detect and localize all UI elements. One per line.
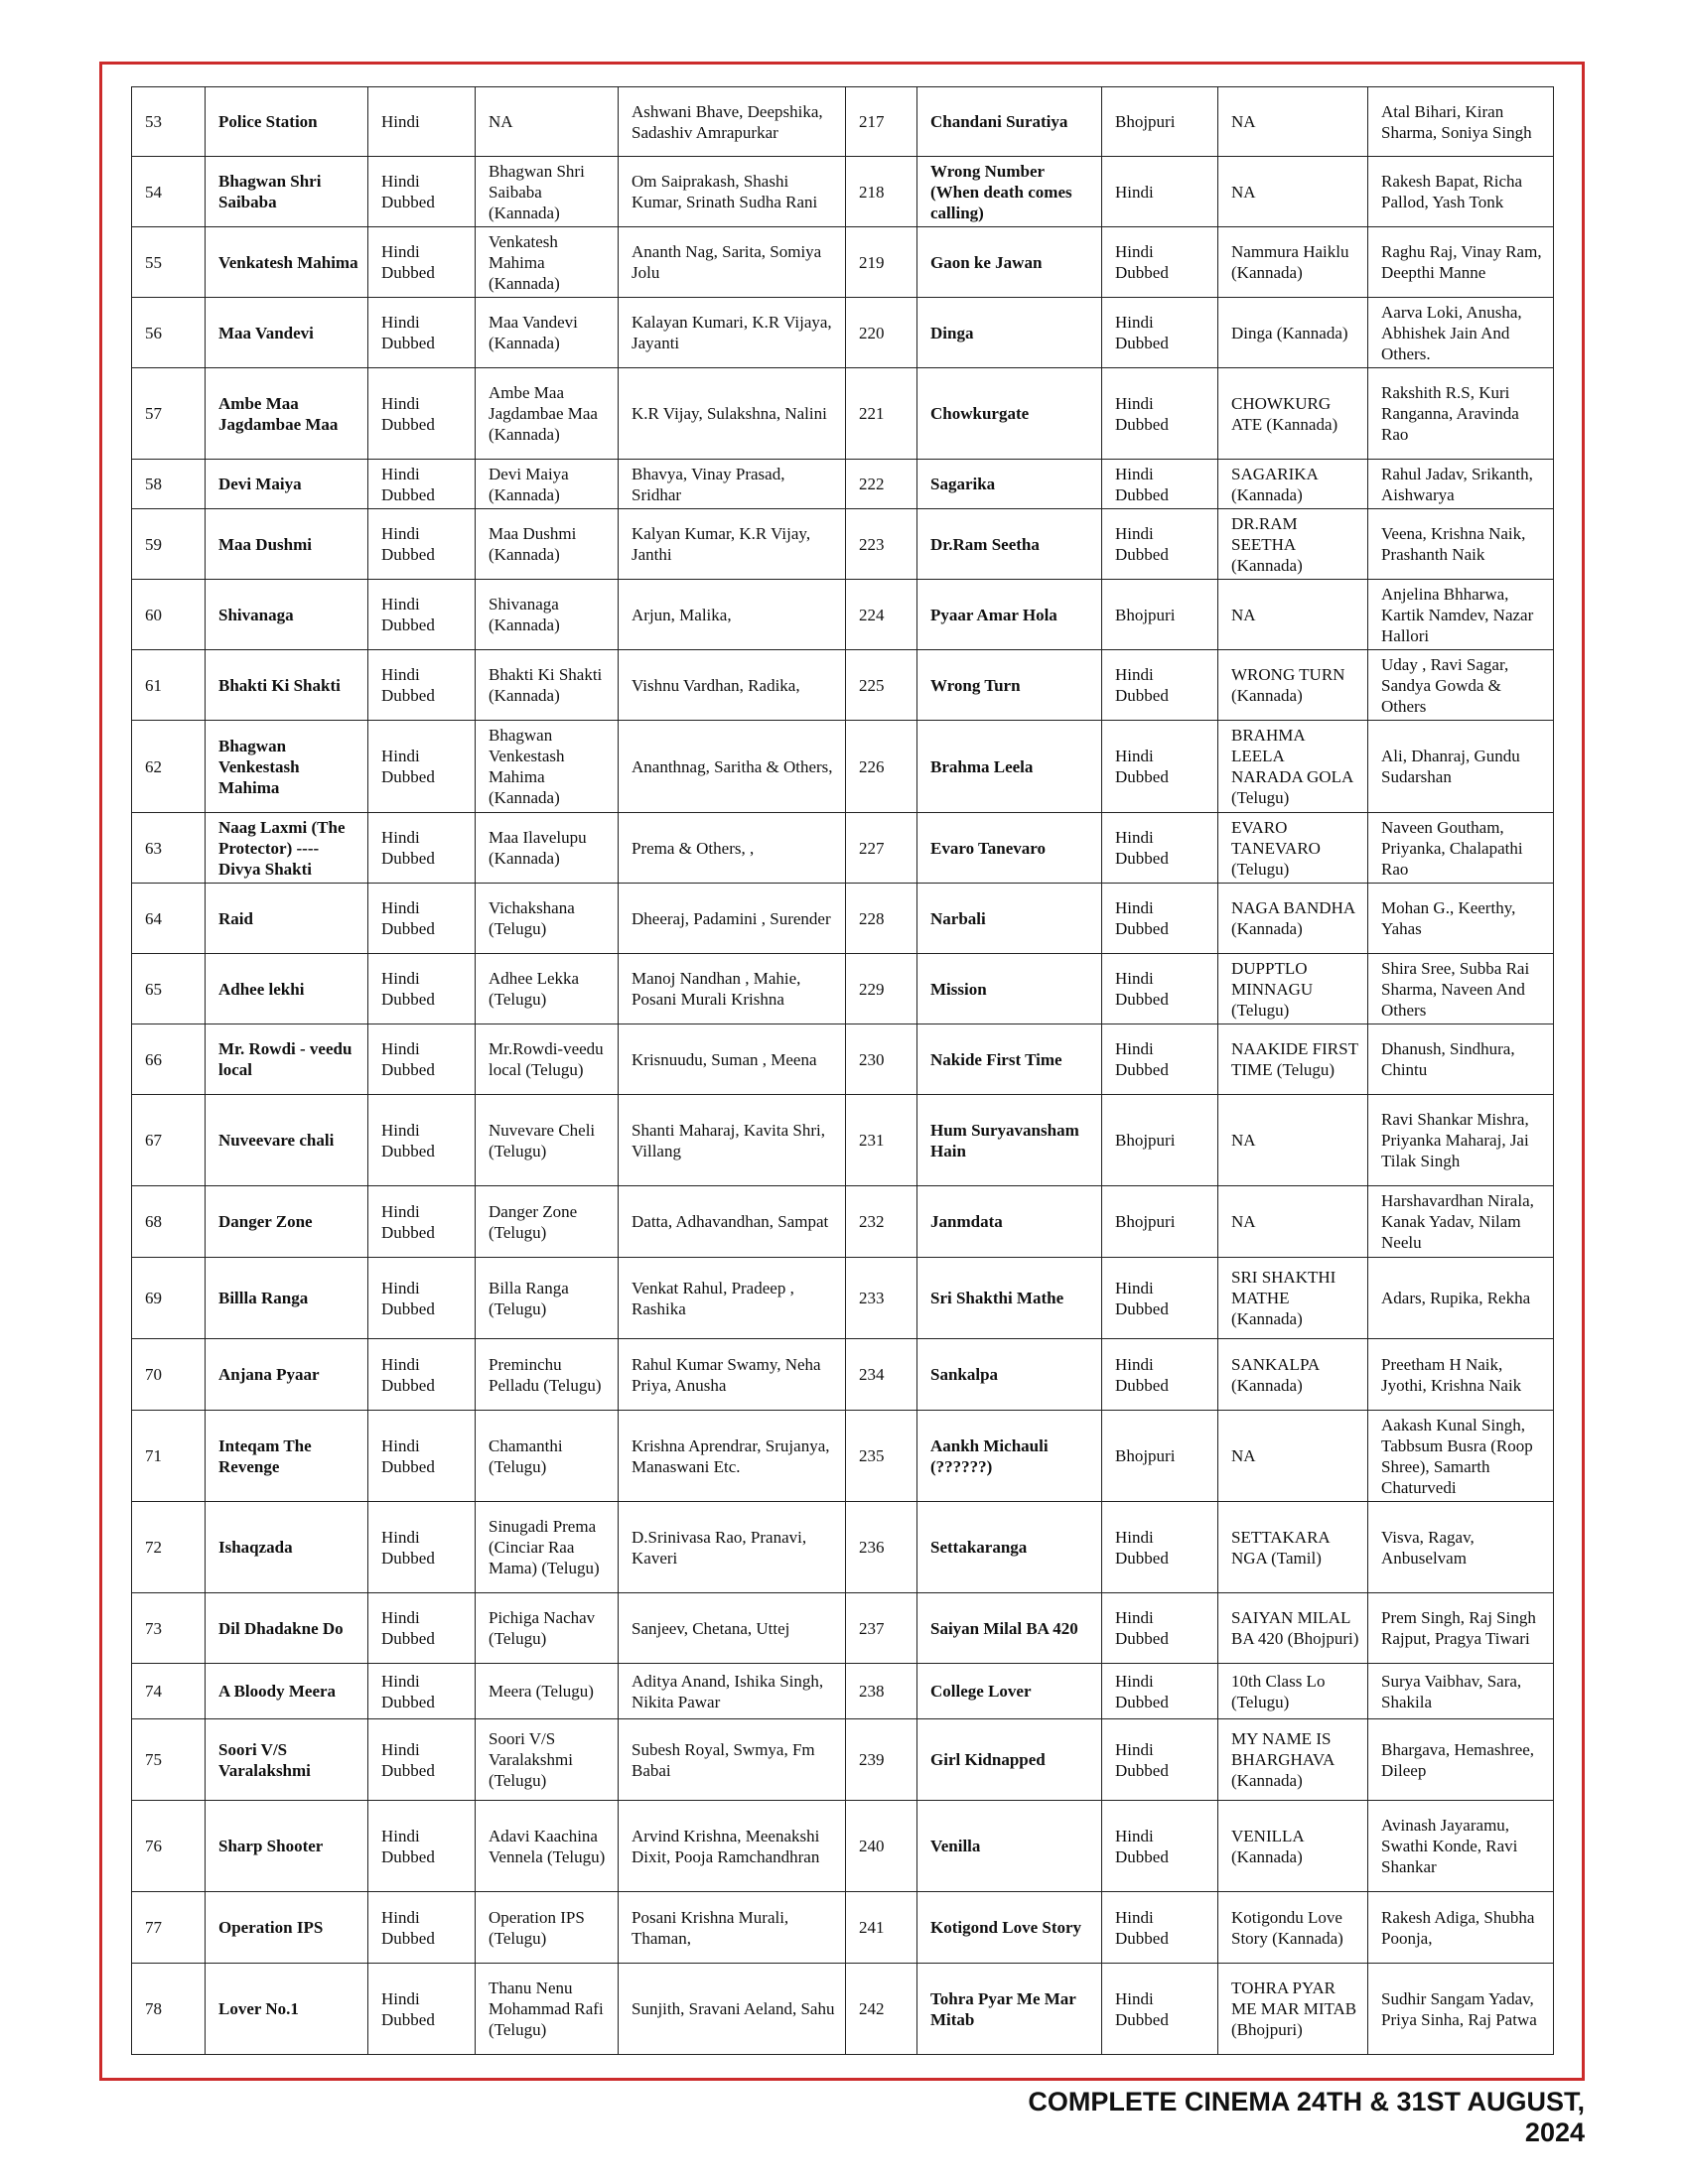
film-title-cell: Venilla	[917, 1801, 1102, 1892]
cast-list-cell: Dheeraj, Padamini , Surender	[619, 884, 846, 954]
serial-number-cell: 223	[846, 509, 917, 580]
language-cell: Hindi Dubbed	[1102, 1258, 1218, 1339]
language-cell: Hindi Dubbed	[368, 1186, 476, 1258]
language-cell: Hindi Dubbed	[368, 1593, 476, 1664]
original-title-cell: Chamanthi (Telugu)	[476, 1411, 619, 1502]
cast-list-cell: Uday , Ravi Sagar, Sandya Gowda & Others	[1368, 650, 1554, 721]
film-title-cell: Shivanaga	[206, 580, 368, 650]
language-cell: Hindi Dubbed	[368, 1024, 476, 1095]
original-title-cell: Bhagwan Shri Saibaba (Kannada)	[476, 157, 619, 227]
table-row	[132, 813, 1554, 884]
language-cell: Hindi Dubbed	[1102, 884, 1218, 954]
cast-list-cell: Om Saiprakash, Shashi Kumar, Srinath Sudha Rani	[619, 157, 846, 227]
language-cell: Hindi Dubbed	[1102, 460, 1218, 509]
film-title-cell: Brahma Leela	[917, 721, 1102, 813]
film-title-cell: Inteqam The Revenge	[206, 1411, 368, 1502]
film-title-cell: Sri Shakthi Mathe	[917, 1258, 1102, 1339]
cast-list-cell: Krisnuudu, Suman , Meena	[619, 1024, 846, 1095]
cast-list-cell: Aarva Loki, Anusha, Abhishek Jain And Others.	[1368, 298, 1554, 368]
original-title-cell: Dinga (Kannada)	[1218, 298, 1368, 368]
cast-list-cell: Kalayan Kumari, K.R Vijaya, Jayanti	[619, 298, 846, 368]
table-row	[132, 1719, 1554, 1801]
cast-list-cell: K.R Vijay, Sulakshna, Nalini	[619, 368, 846, 460]
film-title-cell: College Lover	[917, 1664, 1102, 1719]
serial-number-cell: 70	[132, 1339, 206, 1411]
language-cell: Hindi Dubbed	[1102, 298, 1218, 368]
cast-list-cell: Veena, Krishna Naik, Prashanth Naik	[1368, 509, 1554, 580]
cast-list-cell: Vishnu Vardhan, Radika,	[619, 650, 846, 721]
serial-number-cell: 217	[846, 87, 917, 157]
cast-list-cell: Rakesh Adiga, Shubha Poonja,	[1368, 1892, 1554, 1964]
film-title-cell: Girl Kidnapped	[917, 1719, 1102, 1801]
original-title-cell: Bhakti Ki Shakti (Kannada)	[476, 650, 619, 721]
serial-number-cell: 59	[132, 509, 206, 580]
language-cell: Hindi Dubbed	[1102, 954, 1218, 1024]
film-title-cell: Evaro Tanevaro	[917, 813, 1102, 884]
cast-list-cell: D.Srinivasa Rao, Pranavi, Kaveri	[619, 1502, 846, 1593]
original-title-cell: Mr.Rowdi-veedu local (Telugu)	[476, 1024, 619, 1095]
language-cell: Hindi Dubbed	[368, 157, 476, 227]
serial-number-cell: 241	[846, 1892, 917, 1964]
cast-list-cell: Manoj Nandhan , Mahie, Posani Murali Krishna	[619, 954, 846, 1024]
serial-number-cell: 228	[846, 884, 917, 954]
cast-list-cell: Krishna Aprendrar, Srujanya, Manaswani Etc.	[619, 1411, 846, 1502]
original-title-cell: Billa Ranga (Telugu)	[476, 1258, 619, 1339]
cast-list-cell: Shira Sree, Subba Rai Sharma, Naveen And Others	[1368, 954, 1554, 1024]
language-cell: Hindi Dubbed	[1102, 721, 1218, 813]
original-title-cell: NAGA BANDHA (Kannada)	[1218, 884, 1368, 954]
language-cell: Hindi Dubbed	[368, 1339, 476, 1411]
serial-number-cell: 71	[132, 1411, 206, 1502]
film-title-cell: Devi Maiya	[206, 460, 368, 509]
serial-number-cell: 65	[132, 954, 206, 1024]
original-title-cell: DUPPTLO MINNAGU (Telugu)	[1218, 954, 1368, 1024]
original-title-cell: Maa Dushmi (Kannada)	[476, 509, 619, 580]
original-title-cell: NA	[1218, 157, 1368, 227]
cast-list-cell: Naveen Goutham, Priyanka, Chalapathi Rao	[1368, 813, 1554, 884]
table-row	[132, 721, 1554, 813]
language-cell: Hindi Dubbed	[368, 580, 476, 650]
original-title-cell: Nammura Haiklu (Kannada)	[1218, 227, 1368, 298]
cast-list-cell: Arjun, Malika,	[619, 580, 846, 650]
language-cell: Hindi Dubbed	[1102, 650, 1218, 721]
cast-list-cell: Ali, Dhanraj, Gundu Sudarshan	[1368, 721, 1554, 813]
serial-number-cell: 62	[132, 721, 206, 813]
cast-list-cell: Rahul Jadav, Srikanth, Aishwarya	[1368, 460, 1554, 509]
table-row	[132, 1892, 1554, 1964]
original-title-cell: Operation IPS (Telugu)	[476, 1892, 619, 1964]
film-title-cell: Pyaar Amar Hola	[917, 580, 1102, 650]
film-title-cell: Wrong Number (When death comes calling)	[917, 157, 1102, 227]
film-title-cell: Bhagwan Shri Saibaba	[206, 157, 368, 227]
language-cell: Hindi Dubbed	[368, 298, 476, 368]
film-title-cell: A Bloody Meera	[206, 1664, 368, 1719]
serial-number-cell: 58	[132, 460, 206, 509]
language-cell: Hindi Dubbed	[1102, 1024, 1218, 1095]
language-cell: Bhojpuri	[1102, 580, 1218, 650]
language-cell: Bhojpuri	[1102, 87, 1218, 157]
language-cell: Hindi Dubbed	[368, 460, 476, 509]
original-title-cell: NA	[1218, 1186, 1368, 1258]
language-cell: Hindi Dubbed	[368, 227, 476, 298]
serial-number-cell: 73	[132, 1593, 206, 1664]
cast-list-cell: Visva, Ragav, Anbuselvam	[1368, 1502, 1554, 1593]
language-cell: Hindi Dubbed	[368, 721, 476, 813]
original-title-cell: NA	[476, 87, 619, 157]
serial-number-cell: 53	[132, 87, 206, 157]
language-cell: Hindi Dubbed	[368, 1964, 476, 2055]
cast-list-cell: Prema & Others, ,	[619, 813, 846, 884]
serial-number-cell: 221	[846, 368, 917, 460]
film-title-cell: Billla Ranga	[206, 1258, 368, 1339]
language-cell: Hindi Dubbed	[1102, 1719, 1218, 1801]
table-row	[132, 954, 1554, 1024]
cast-list-cell: Harshavardhan Nirala, Kanak Yadav, Nilam Neelu	[1368, 1186, 1554, 1258]
language-cell: Hindi Dubbed	[1102, 1964, 1218, 2055]
original-title-cell: SRI SHAKTHI MATHE (Kannada)	[1218, 1258, 1368, 1339]
original-title-cell: Venkatesh Mahima (Kannada)	[476, 227, 619, 298]
original-title-cell: Vichakshana (Telugu)	[476, 884, 619, 954]
serial-number-cell: 227	[846, 813, 917, 884]
film-title-cell: Dinga	[917, 298, 1102, 368]
film-title-cell: Janmdata	[917, 1186, 1102, 1258]
language-cell: Hindi Dubbed	[1102, 1664, 1218, 1719]
language-cell: Hindi Dubbed	[1102, 227, 1218, 298]
original-title-cell: Maa Ilavelupu (Kannada)	[476, 813, 619, 884]
original-title-cell: NA	[1218, 580, 1368, 650]
language-cell: Hindi Dubbed	[368, 1502, 476, 1593]
cast-list-cell: Preetham H Naik, Jyothi, Krishna Naik	[1368, 1339, 1554, 1411]
serial-number-cell: 63	[132, 813, 206, 884]
original-title-cell: NA	[1218, 1411, 1368, 1502]
cast-list-cell: Sudhir Sangam Yadav, Priya Sinha, Raj Patwa	[1368, 1964, 1554, 2055]
serial-number-cell: 69	[132, 1258, 206, 1339]
language-cell: Hindi	[368, 87, 476, 157]
serial-number-cell: 222	[846, 460, 917, 509]
language-cell: Hindi Dubbed	[368, 954, 476, 1024]
serial-number-cell: 61	[132, 650, 206, 721]
serial-number-cell: 77	[132, 1892, 206, 1964]
cast-list-cell: Aakash Kunal Singh, Tabbsum Busra (Roop Shree), Samarth Chaturvedi	[1368, 1411, 1554, 1502]
film-title-cell: Sankalpa	[917, 1339, 1102, 1411]
serial-number-cell: 220	[846, 298, 917, 368]
original-title-cell: DR.RAM SEETHA (Kannada)	[1218, 509, 1368, 580]
serial-number-cell: 231	[846, 1095, 917, 1186]
serial-number-cell: 224	[846, 580, 917, 650]
cast-list-cell: Sanjeev, Chetana, Uttej	[619, 1593, 846, 1664]
serial-number-cell: 57	[132, 368, 206, 460]
serial-number-cell: 239	[846, 1719, 917, 1801]
serial-number-cell: 64	[132, 884, 206, 954]
cast-list-cell: Subesh Royal, Swmya, Fm Babai	[619, 1719, 846, 1801]
serial-number-cell: 242	[846, 1964, 917, 2055]
language-cell: Hindi Dubbed	[368, 368, 476, 460]
original-title-cell: NAAKIDE FIRST TIME (Telugu)	[1218, 1024, 1368, 1095]
original-title-cell: BRAHMA LEELA NARADA GOLA (Telugu)	[1218, 721, 1368, 813]
cast-list-cell: Surya Vaibhav, Sara, Shakila	[1368, 1664, 1554, 1719]
table-row	[132, 87, 1554, 157]
original-title-cell: SAGARIKA (Kannada)	[1218, 460, 1368, 509]
original-title-cell: NA	[1218, 87, 1368, 157]
serial-number-cell: 236	[846, 1502, 917, 1593]
original-title-cell: CHOWKURG ATE (Kannada)	[1218, 368, 1368, 460]
language-cell: Hindi Dubbed	[1102, 1593, 1218, 1664]
language-cell: Hindi Dubbed	[368, 1095, 476, 1186]
original-title-cell: Adhee Lekka (Telugu)	[476, 954, 619, 1024]
film-title-cell: Chandani Suratiya	[917, 87, 1102, 157]
language-cell: Hindi Dubbed	[368, 509, 476, 580]
serial-number-cell: 229	[846, 954, 917, 1024]
film-list-body	[132, 87, 1554, 2055]
original-title-cell: Kotigondu Love Story (Kannada)	[1218, 1892, 1368, 1964]
table-row	[132, 509, 1554, 580]
original-title-cell: Meera (Telugu)	[476, 1664, 619, 1719]
cast-list-cell: Rakshith R.S, Kuri Ranganna, Aravinda Rao	[1368, 368, 1554, 460]
cast-list-cell: Anjelina Bhharwa, Kartik Namdev, Nazar Hallori	[1368, 580, 1554, 650]
table-row	[132, 298, 1554, 368]
language-cell: Hindi Dubbed	[368, 1892, 476, 1964]
original-title-cell: SANKALPA (Kannada)	[1218, 1339, 1368, 1411]
original-title-cell: Ambe Maa Jagdambae Maa (Kannada)	[476, 368, 619, 460]
serial-number-cell: 60	[132, 580, 206, 650]
serial-number-cell: 56	[132, 298, 206, 368]
film-title-cell: Kotigond Love Story	[917, 1892, 1102, 1964]
language-cell: Hindi Dubbed	[368, 1258, 476, 1339]
film-title-cell: Wrong Turn	[917, 650, 1102, 721]
language-cell: Hindi Dubbed	[1102, 813, 1218, 884]
serial-number-cell: 54	[132, 157, 206, 227]
language-cell: Hindi Dubbed	[368, 813, 476, 884]
cast-list-cell: Ravi Shankar Mishra, Priyanka Maharaj, Jai Tilak Singh	[1368, 1095, 1554, 1186]
serial-number-cell: 219	[846, 227, 917, 298]
serial-number-cell: 75	[132, 1719, 206, 1801]
film-title-cell: Gaon ke Jawan	[917, 227, 1102, 298]
language-cell: Hindi Dubbed	[368, 1719, 476, 1801]
serial-number-cell: 78	[132, 1964, 206, 2055]
original-title-cell: TOHRA PYAR ME MAR MITAB (Bhojpuri)	[1218, 1964, 1368, 2055]
table-row	[132, 580, 1554, 650]
original-title-cell: NA	[1218, 1095, 1368, 1186]
cast-list-cell: Adars, Rupika, Rekha	[1368, 1258, 1554, 1339]
cast-list-cell: Rakesh Bapat, Richa Pallod, Yash Tonk	[1368, 157, 1554, 227]
serial-number-cell: 74	[132, 1664, 206, 1719]
table-row	[132, 460, 1554, 509]
original-title-cell: Maa Vandevi (Kannada)	[476, 298, 619, 368]
serial-number-cell: 226	[846, 721, 917, 813]
cast-list-cell: Ananth Nag, Sarita, Somiya Jolu	[619, 227, 846, 298]
serial-number-cell: 232	[846, 1186, 917, 1258]
film-title-cell: Anjana Pyaar	[206, 1339, 368, 1411]
serial-number-cell: 233	[846, 1258, 917, 1339]
table-row	[132, 650, 1554, 721]
film-title-cell: Raid	[206, 884, 368, 954]
serial-number-cell: 238	[846, 1664, 917, 1719]
original-title-cell: Preminchu Pelladu (Telugu)	[476, 1339, 619, 1411]
language-cell: Hindi Dubbed	[368, 884, 476, 954]
film-title-cell: Sharp Shooter	[206, 1801, 368, 1892]
language-cell: Hindi Dubbed	[368, 650, 476, 721]
film-title-cell: Maa Dushmi	[206, 509, 368, 580]
original-title-cell: 10th Class Lo (Telugu)	[1218, 1664, 1368, 1719]
film-title-cell: Saiyan Milal BA 420	[917, 1593, 1102, 1664]
table-row	[132, 1593, 1554, 1664]
original-title-cell: Thanu Nenu Mohammad Rafi (Telugu)	[476, 1964, 619, 2055]
serial-number-cell: 55	[132, 227, 206, 298]
cast-list-cell: Venkat Rahul, Pradeep , Rashika	[619, 1258, 846, 1339]
original-title-cell: WRONG TURN (Kannada)	[1218, 650, 1368, 721]
serial-number-cell: 225	[846, 650, 917, 721]
film-title-cell: Venkatesh Mahima	[206, 227, 368, 298]
table-row	[132, 1664, 1554, 1719]
original-title-cell: Pichiga Nachav (Telugu)	[476, 1593, 619, 1664]
film-title-cell: Police Station	[206, 87, 368, 157]
table-row	[132, 1801, 1554, 1892]
film-title-cell: Mr. Rowdi - veedu local	[206, 1024, 368, 1095]
cast-list-cell: Posani Krishna Murali, Thaman,	[619, 1892, 846, 1964]
cast-list-cell: Avinash Jayaramu, Swathi Konde, Ravi Shankar	[1368, 1801, 1554, 1892]
language-cell: Bhojpuri	[1102, 1186, 1218, 1258]
cast-list-cell: Prem Singh, Raj Singh Rajput, Pragya Tiwari	[1368, 1593, 1554, 1664]
film-title-cell: Adhee lekhi	[206, 954, 368, 1024]
language-cell: Bhojpuri	[1102, 1411, 1218, 1502]
film-title-cell: Lover No.1	[206, 1964, 368, 2055]
cast-list-cell: Dhanush, Sindhura, Chintu	[1368, 1024, 1554, 1095]
cast-list-cell: Aditya Anand, Ishika Singh, Nikita Pawar	[619, 1664, 846, 1719]
language-cell: Hindi Dubbed	[1102, 1339, 1218, 1411]
cast-list-cell: Bhavya, Vinay Prasad, Sridhar	[619, 460, 846, 509]
film-title-cell: Tohra Pyar Me Mar Mitab	[917, 1964, 1102, 2055]
cast-list-cell: Sunjith, Sravani Aeland, Sahu	[619, 1964, 846, 2055]
cast-list-cell: Raghu Raj, Vinay Ram, Deepthi Manne	[1368, 227, 1554, 298]
serial-number-cell: 66	[132, 1024, 206, 1095]
serial-number-cell: 230	[846, 1024, 917, 1095]
film-title-cell: Bhakti Ki Shakti	[206, 650, 368, 721]
film-title-cell: Soori V/S Varalakshmi	[206, 1719, 368, 1801]
language-cell: Hindi Dubbed	[368, 1411, 476, 1502]
cast-list-cell: Kalyan Kumar, K.R Vijay, Janthi	[619, 509, 846, 580]
original-title-cell: VENILLA (Kannada)	[1218, 1801, 1368, 1892]
language-cell: Hindi Dubbed	[1102, 509, 1218, 580]
original-title-cell: Nuvevare Cheli (Telugu)	[476, 1095, 619, 1186]
original-title-cell: Soori V/S Varalakshmi (Telugu)	[476, 1719, 619, 1801]
publication-footer: COMPLETE CINEMA 24TH & 31ST AUGUST, 2024	[1028, 2087, 1585, 2147]
film-title-cell: Ambe Maa Jagdambae Maa	[206, 368, 368, 460]
language-cell: Hindi Dubbed	[1102, 1801, 1218, 1892]
original-title-cell: Sinugadi Prema (Cinciar Raa Mama) (Telugu)	[476, 1502, 619, 1593]
table-row	[132, 368, 1554, 460]
film-title-cell: Dr.Ram Seetha	[917, 509, 1102, 580]
film-title-cell: Danger Zone	[206, 1186, 368, 1258]
film-title-cell: Bhagwan Venkestash Mahima	[206, 721, 368, 813]
cast-list-cell: Arvind Krishna, Meenakshi Dixit, Pooja Ramchandhran	[619, 1801, 846, 1892]
serial-number-cell: 237	[846, 1593, 917, 1664]
table-row	[132, 1186, 1554, 1258]
language-cell: Hindi	[1102, 157, 1218, 227]
film-title-cell: Nuveevare chali	[206, 1095, 368, 1186]
film-title-cell: Hum Suryavansham Hain	[917, 1095, 1102, 1186]
cast-list-cell: Atal Bihari, Kiran Sharma, Soniya Singh	[1368, 87, 1554, 157]
cast-list-cell: Bhargava, Hemashree, Dileep	[1368, 1719, 1554, 1801]
film-title-cell: Ishaqzada	[206, 1502, 368, 1593]
language-cell: Hindi Dubbed	[368, 1801, 476, 1892]
table-row	[132, 157, 1554, 227]
table-row	[132, 1095, 1554, 1186]
film-list-table	[131, 86, 1554, 2055]
film-title-cell: Maa Vandevi	[206, 298, 368, 368]
original-title-cell: MY NAME IS BHARGHAVA (Kannada)	[1218, 1719, 1368, 1801]
cast-list-cell: Shanti Maharaj, Kavita Shri, Villang	[619, 1095, 846, 1186]
serial-number-cell: 68	[132, 1186, 206, 1258]
table-row	[132, 884, 1554, 954]
serial-number-cell: 218	[846, 157, 917, 227]
film-title-cell: Nakide First Time	[917, 1024, 1102, 1095]
cast-list-cell: Rahul Kumar Swamy, Neha Priya, Anusha	[619, 1339, 846, 1411]
original-title-cell: Adavi Kaachina Vennela (Telugu)	[476, 1801, 619, 1892]
original-title-cell: Devi Maiya (Kannada)	[476, 460, 619, 509]
serial-number-cell: 67	[132, 1095, 206, 1186]
serial-number-cell: 235	[846, 1411, 917, 1502]
cast-list-cell: Ananthnag, Saritha & Others,	[619, 721, 846, 813]
original-title-cell: Shivanaga (Kannada)	[476, 580, 619, 650]
language-cell: Hindi Dubbed	[1102, 1502, 1218, 1593]
table-row	[132, 1411, 1554, 1502]
original-title-cell: EVARO TANEVARO (Telugu)	[1218, 813, 1368, 884]
film-title-cell: Dil Dhadakne Do	[206, 1593, 368, 1664]
film-title-cell: Settakaranga	[917, 1502, 1102, 1593]
language-cell: Hindi Dubbed	[1102, 1892, 1218, 1964]
cast-list-cell: Datta, Adhavandhan, Sampat	[619, 1186, 846, 1258]
language-cell: Hindi Dubbed	[1102, 368, 1218, 460]
language-cell: Hindi Dubbed	[368, 1664, 476, 1719]
table-row	[132, 1258, 1554, 1339]
original-title-cell: Bhagwan Venkestash Mahima (Kannada)	[476, 721, 619, 813]
table-row	[132, 227, 1554, 298]
film-title-cell: Chowkurgate	[917, 368, 1102, 460]
film-title-cell: Mission	[917, 954, 1102, 1024]
film-title-cell: Narbali	[917, 884, 1102, 954]
table-row	[132, 1024, 1554, 1095]
table-row	[132, 1339, 1554, 1411]
serial-number-cell: 76	[132, 1801, 206, 1892]
film-title-cell: Naag Laxmi (The Protector) ---- Divya Shakti	[206, 813, 368, 884]
original-title-cell: SETTAKARA NGA (Tamil)	[1218, 1502, 1368, 1593]
film-title-cell: Sagarika	[917, 460, 1102, 509]
film-title-cell: Operation IPS	[206, 1892, 368, 1964]
cast-list-cell: Mohan G., Keerthy, Yahas	[1368, 884, 1554, 954]
original-title-cell: Danger Zone (Telugu)	[476, 1186, 619, 1258]
film-title-cell: Aankh Michauli (??????)	[917, 1411, 1102, 1502]
serial-number-cell: 234	[846, 1339, 917, 1411]
language-cell: Bhojpuri	[1102, 1095, 1218, 1186]
serial-number-cell: 240	[846, 1801, 917, 1892]
table-row	[132, 1964, 1554, 2055]
cast-list-cell: Ashwani Bhave, Deepshika, Sadashiv Amrapurkar	[619, 87, 846, 157]
table-row	[132, 1502, 1554, 1593]
original-title-cell: SAIYAN MILAL BA 420 (Bhojpuri)	[1218, 1593, 1368, 1664]
serial-number-cell: 72	[132, 1502, 206, 1593]
